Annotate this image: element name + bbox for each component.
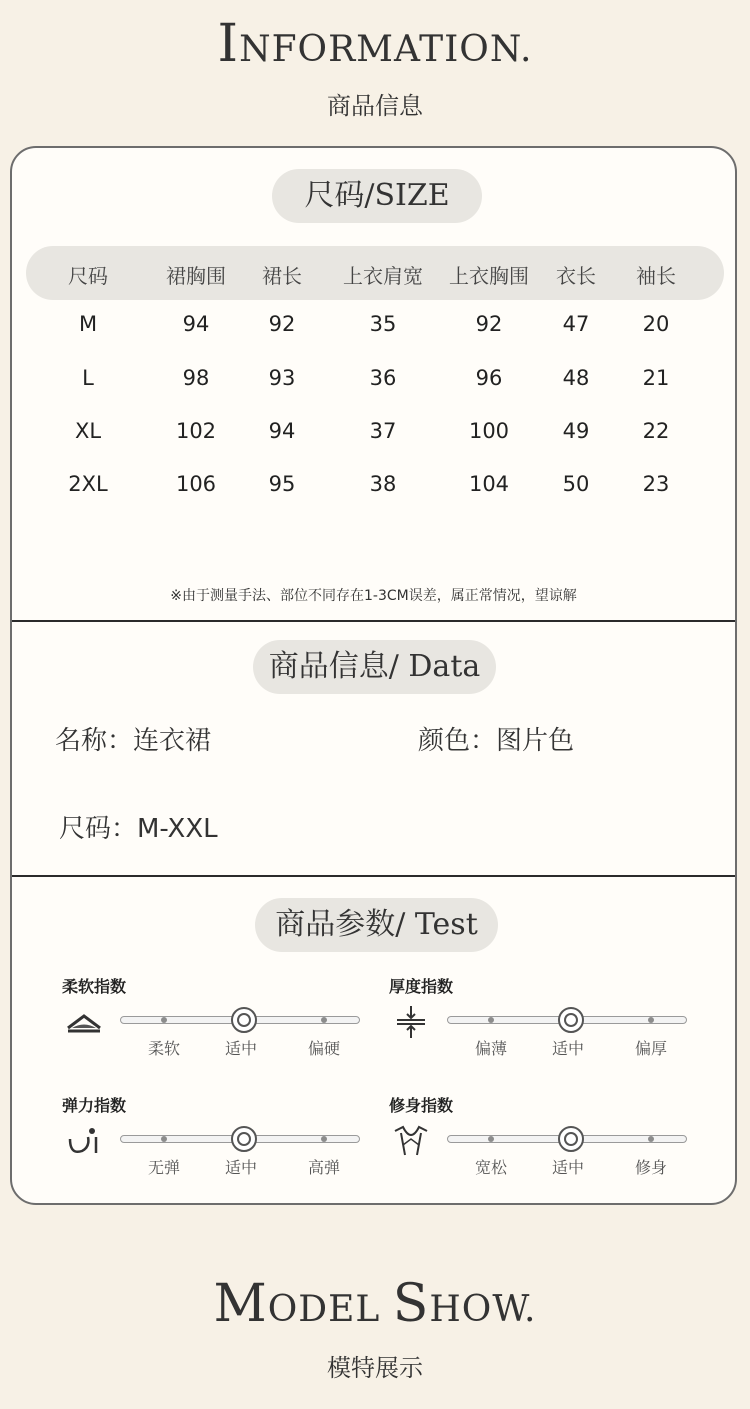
- col-top-length: 衣长: [556, 264, 596, 288]
- info-card: [10, 146, 737, 1205]
- scale-label: 无弹: [147, 1158, 180, 1177]
- elasticity-icon: [62, 1123, 106, 1159]
- scale-label: 偏薄: [474, 1039, 507, 1058]
- slider-tick: [648, 1017, 654, 1023]
- slider-tick: [161, 1017, 167, 1023]
- data-pill: 商品信息/ Data: [253, 640, 496, 694]
- table-cell: 95: [268, 472, 296, 496]
- scale-label: 适中: [224, 1158, 257, 1177]
- col-skirt-bust: 裙胸围: [166, 264, 226, 288]
- table-cell: 98: [182, 366, 210, 390]
- scale-label: 适中: [551, 1158, 584, 1177]
- scale-label: 柔软: [147, 1039, 180, 1058]
- table-cell: 21: [642, 366, 670, 390]
- table-cell: 100: [468, 419, 510, 443]
- scale-label: 修身: [634, 1158, 667, 1177]
- table-cell: 23: [642, 472, 670, 496]
- table-cell: 92: [268, 312, 296, 336]
- param-label: 柔软指数: [62, 977, 127, 996]
- table-cell: M: [78, 312, 98, 336]
- measurement-note: ※由于测量手法、部位不同存在1-3CM误差，属正常情况，望谅解: [170, 588, 577, 604]
- slider-knob: [231, 1007, 257, 1033]
- col-top-bust: 上衣胸围: [449, 264, 529, 288]
- col-skirt-length: 裙长: [262, 264, 302, 288]
- section-divider: [12, 875, 735, 877]
- col-size: 尺码: [68, 264, 108, 288]
- table-cell: 96: [475, 366, 503, 390]
- col-top-shoulder: 上衣肩宽: [343, 264, 423, 288]
- scale-label: 适中: [224, 1039, 257, 1058]
- table-cell: 94: [182, 312, 210, 336]
- information-title: INFORMATION.: [217, 14, 533, 74]
- slider-tick: [321, 1017, 327, 1023]
- table-cell: 36: [369, 366, 397, 390]
- table-cell: 38: [369, 472, 397, 496]
- param-label: 弹力指数: [62, 1096, 127, 1115]
- product-color: 颜色：图片色: [418, 726, 575, 756]
- scale-label: 偏厚: [634, 1039, 667, 1058]
- table-cell: 22: [642, 419, 670, 443]
- table-cell: 104: [468, 472, 510, 496]
- col-sleeve: 袖长: [636, 264, 676, 288]
- slider-tick: [488, 1136, 494, 1142]
- table-cell: XL: [74, 419, 102, 443]
- table-cell: 102: [175, 419, 217, 443]
- model-show-subtitle: 模特展示: [327, 1354, 423, 1382]
- slider-tick: [648, 1136, 654, 1142]
- test-pill: 商品参数/ Test: [255, 898, 498, 952]
- slider-tick: [161, 1136, 167, 1142]
- slider-tick: [488, 1017, 494, 1023]
- information-subtitle: 商品信息: [327, 92, 423, 120]
- table-cell: 20: [642, 312, 670, 336]
- size-pill: 尺码/SIZE: [272, 169, 482, 223]
- scale-label: 宽松: [474, 1158, 507, 1177]
- table-cell: 93: [268, 366, 296, 390]
- table-cell: L: [82, 366, 94, 390]
- product-name: 名称：连衣裙: [55, 726, 212, 756]
- table-cell: 48: [562, 366, 590, 390]
- size-table-header: [26, 246, 724, 300]
- table-cell: 47: [562, 312, 590, 336]
- table-cell: 37: [369, 419, 397, 443]
- param-label: 修身指数: [389, 1096, 454, 1115]
- slider-knob: [231, 1126, 257, 1152]
- table-cell: 94: [268, 419, 296, 443]
- table-cell: 106: [175, 472, 217, 496]
- thickness-icon: [389, 1004, 433, 1040]
- slider-tick: [321, 1136, 327, 1142]
- param-label: 厚度指数: [389, 977, 454, 996]
- fit-icon: [389, 1123, 433, 1159]
- scale-label: 偏硬: [307, 1039, 340, 1058]
- slider-knob: [558, 1126, 584, 1152]
- product-size: 尺码：M-XXL: [59, 814, 218, 844]
- table-cell: 49: [562, 419, 590, 443]
- table-cell: 35: [369, 312, 397, 336]
- model-show-title: MODEL SHOW.: [213, 1274, 537, 1334]
- table-cell: 2XL: [68, 472, 108, 496]
- section-divider: [12, 620, 735, 622]
- slider-knob: [558, 1007, 584, 1033]
- scale-label: 高弹: [307, 1158, 340, 1177]
- scale-label: 适中: [551, 1039, 584, 1058]
- table-cell: 50: [562, 472, 590, 496]
- table-cell: 92: [475, 312, 503, 336]
- softness-icon: [62, 1004, 106, 1040]
